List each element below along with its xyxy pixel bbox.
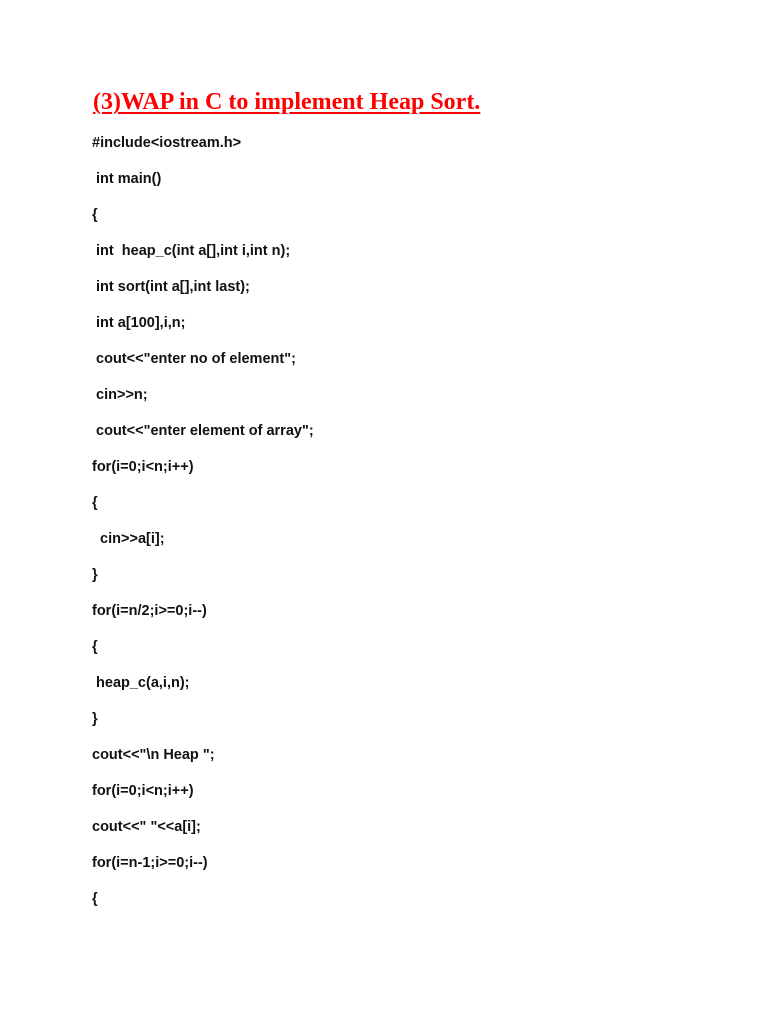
code-line: cout<<" "<<a[i]; [92,819,201,835]
code-line: cin>>n; [92,387,148,403]
code-line: { [92,891,98,907]
code-listing [92,133,314,925]
document-title: (3)WAP in C to implement Heap Sort. [93,89,481,115]
code-line: } [92,711,98,727]
code-line: cout<<"\n Heap "; [92,747,215,763]
code-line: int sort(int a[],int last); [92,279,250,295]
code-line: } [92,567,98,583]
code-line: int main() [92,171,162,187]
code-line: for(i=0;i<n;i++) [92,783,194,799]
code-line: { [92,207,98,223]
code-line: for(i=0;i<n;i++) [92,459,194,475]
code-line: cin>>a[i]; [92,531,165,547]
code-line: heap_c(a,i,n); [92,675,190,691]
code-line: cout<<"enter element of array"; [92,423,314,439]
code-line: int heap_c(int a[],int i,int n); [92,243,291,259]
code-line: cout<<"enter no of element"; [92,351,296,367]
code-line: for(i=n/2;i>=0;i--) [92,603,207,619]
code-line: for(i=n-1;i>=0;i--) [92,855,208,871]
code-line: { [92,639,98,655]
code-line: int a[100],i,n; [92,315,186,331]
code-line: { [92,495,98,511]
code-line: #include<iostream.h> [92,135,242,151]
